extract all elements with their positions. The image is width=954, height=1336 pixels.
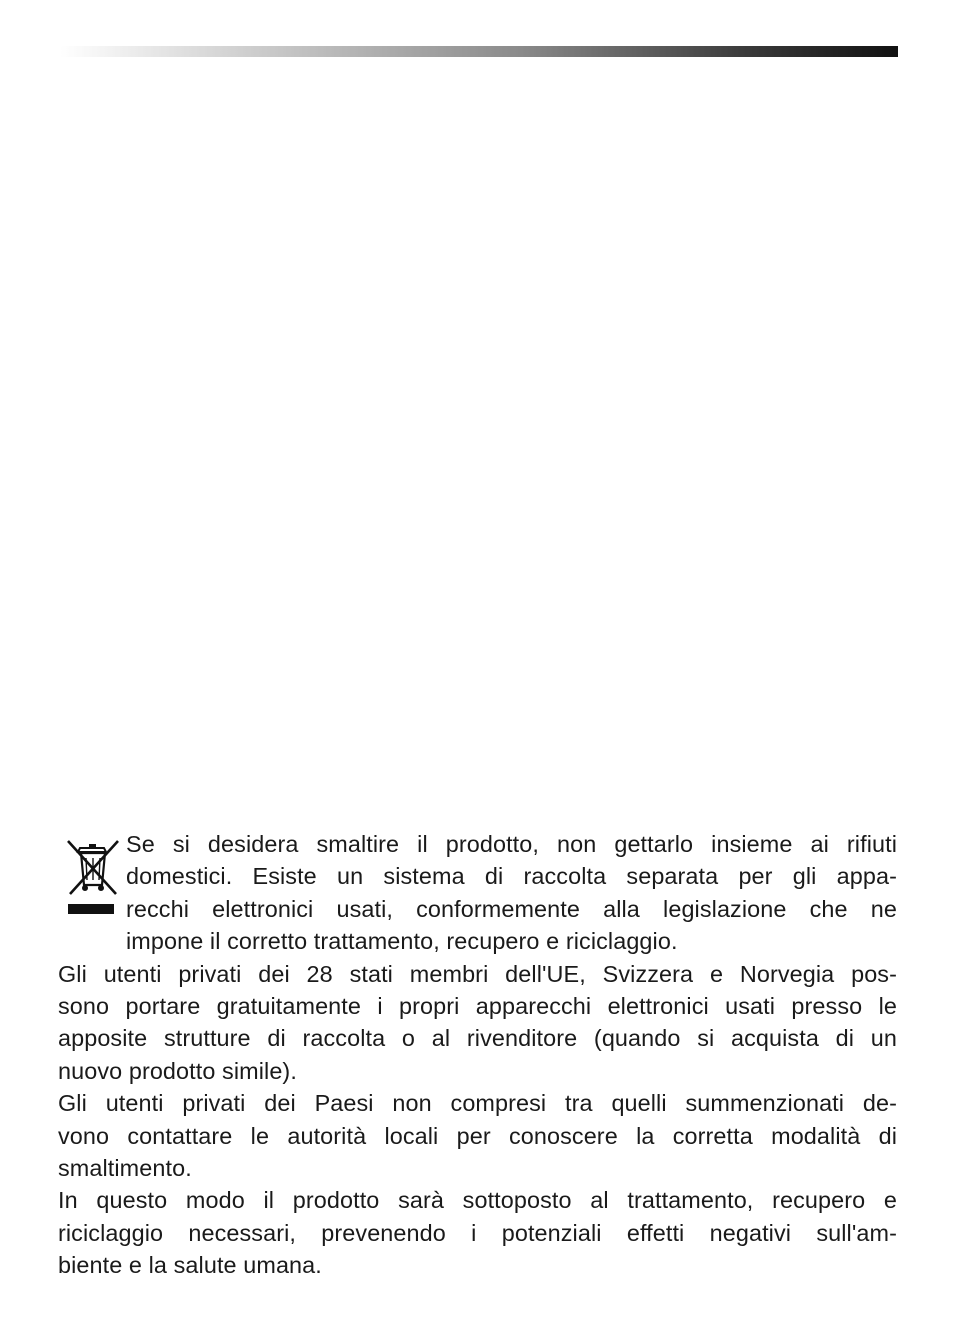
non-eu-users-paragraph <box>58 1087 897 1184</box>
text-line: Gli utenti privati dei Paesi non compresi tra quelli summenzionati de- <box>58 1090 897 1117</box>
weee-line: Se si desidera smaltire il prodotto, non gettarlo insieme ai rifiuti <box>126 831 897 857</box>
text-line: riciclaggio necessari, prevenendo i potenziali effetti negativi sull'am- <box>58 1219 897 1246</box>
crossed-out-wheelie-bin-icon <box>64 836 122 920</box>
weee-line: impone il corretto trattamento, recupero e riciclaggio. <box>126 928 678 955</box>
text-line: nuovo prodotto simile). <box>58 1057 297 1084</box>
text-line: vono contattare le autorità locali per conoscere la corretta modalità di <box>58 1122 897 1149</box>
weee-notice-block <box>58 828 897 958</box>
eu-users-paragraph <box>58 958 897 1088</box>
disposal-notice <box>58 828 897 1282</box>
weee-line: domestici. Esiste un sistema di raccolta separata per gli appa- <box>126 863 897 890</box>
text-line: apposite strutture di raccolta o al rivenditore (quando si acquista di un <box>58 1025 897 1052</box>
text-line: sono portare gratuitamente i propri apparecchi elettronici usati presso le <box>58 993 897 1020</box>
weee-line: recchi elettronici usati, conformemente alla legislazione che ne <box>126 895 897 922</box>
text-line: In questo modo il prodotto sarà sottoposto al trattamento, recupero e <box>58 1187 897 1214</box>
header-gradient-rule <box>60 46 898 57</box>
conclusion-paragraph <box>58 1184 897 1281</box>
weee-paragraph <box>126 828 897 958</box>
text-line: biente e la salute umana. <box>58 1252 322 1279</box>
text-line: smaltimento. <box>58 1155 192 1182</box>
text-line: Gli utenti privati dei 28 stati membri dell'UE, Svizzera e Norvegia pos- <box>58 960 897 987</box>
